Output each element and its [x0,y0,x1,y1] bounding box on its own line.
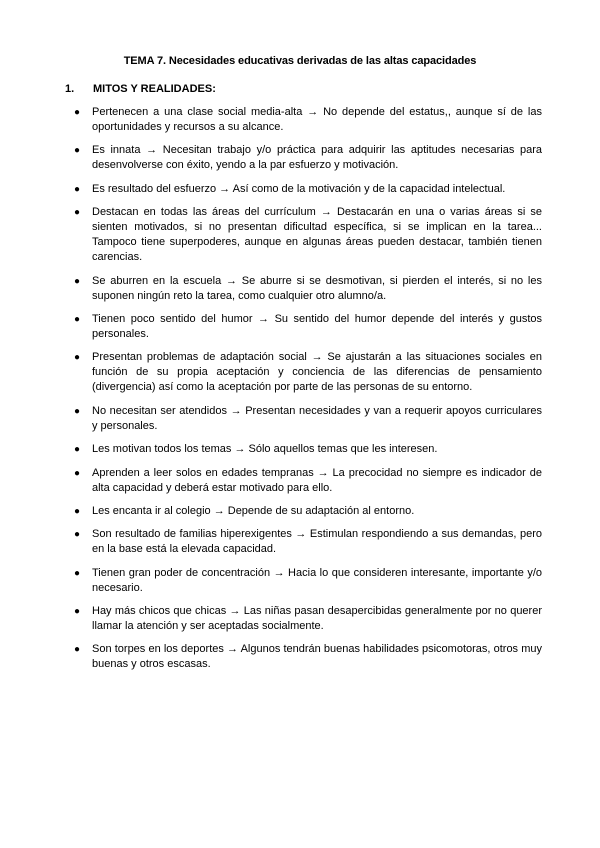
section-heading [65,83,216,95]
bullet-icon: ● [74,529,81,541]
bullet-icon: ● [74,352,81,364]
document-title: TEMA 7. Necesidades educativas derivadas de las altas capacidades [123,55,477,67]
list-item-text: No necesitan ser atendidos → Presentan necesidades y van a requerir apoyos curriculares y personales. [92,404,542,432]
list-item [72,105,542,135]
list-item-text: Son torpes en los deportes → Algunos tendrán buenas habilidades psicomotoras, otros muy buenas y otros escasas. [92,643,542,671]
list-item [72,274,542,304]
list-item [72,442,542,457]
list-item-text: Es innata → Necesitan trabajo y/o práctica para adquirir las aptitudes necesarias para desenvolverse con éxito, yendo a la par esfuerzo y motivación. [92,144,542,172]
bullet-icon: ● [74,107,81,118]
bullet-icon: ● [74,644,81,656]
list-item [72,143,542,173]
list-item [72,642,542,672]
list-item-text: Se aburren en la escuela → Se aburre si se desmotivan, si pierden el interés, si no les suponen ningún reto la tarea, como cualquier otro alumno/a. [92,274,542,302]
list-item [72,504,542,519]
list-item-text: Hay más chicos que chicas → Las niñas pasan desapercibidas generalmente por no querer llamar la atención y ser aceptadas socialmente. [92,605,542,633]
bullet-icon: ● [74,405,81,417]
list-item-text: Les encanta ir al colegio → Depende de su adaptación al entorno. [92,504,415,517]
list-item-text: Presentan problemas de adaptación social → Se ajustarán a las situaciones sociales en función de su propia aceptación y conciencia de las diferencias de pensamiento (divergencia) así como la aceptación por parte de las personas de su entorno. [92,351,542,394]
bullet-icon: ● [74,505,81,517]
list-item-text: Tienen gran poder de concentración → Hacia lo que consideren interesante, importante y/o necesario. [92,566,542,594]
list-item-text: Es resultado del esfuerzo → Así como de la motivación y de la capacidad intelectual. [92,182,506,195]
bullet-icon: ● [74,183,81,195]
list-item [72,527,542,557]
list-item [72,604,542,634]
section-number: 1. [65,83,75,95]
list-item-text: Pertenecen a una clase social media-alta → No depende del estatus,, aunque sí de las oportunidades y recursos a su alcance. [92,106,542,133]
bullet-icon: ● [74,567,81,579]
list-item-text: Son resultado de familias hiperexigentes → Estimulan respondiendo a sus demandas, pero en la base está la elevada capacidad. [92,528,542,556]
myths-list [72,105,542,681]
list-item [72,350,542,395]
list-item [72,312,542,342]
list-item [72,566,542,596]
bullet-icon: ● [74,207,81,219]
bullet-icon: ● [74,313,81,325]
list-item [72,182,542,197]
section-title: MITOS Y REALIDADES: [93,83,216,95]
list-item [72,205,542,265]
list-item-text: Aprenden a leer solos en edades tempranas → La precocidad no siempre es indicador de alta capacidad y deberá estar motivado para ello. [92,466,542,494]
list-item-text: Tienen poco sentido del humor → Su sentido del humor depende del interés y gustos personales. [92,312,542,340]
list-item [72,466,542,496]
bullet-icon: ● [74,444,81,456]
bullet-icon: ● [74,467,81,479]
bullet-icon: ● [74,275,81,287]
bullet-icon: ● [74,606,81,618]
list-item-text: Destacan en todas las áreas del currículum → Destacarán en una o varias áreas si se sienten motivados, si no presentan dificultad específica, si se implican en la tarea... Tampoco tiene superpoderes, aunque en algunas áreas pueden destacar, también tienen carencias. [92,206,542,264]
bullet-icon: ● [74,145,81,157]
list-item-text: Les motivan todos los temas → Sólo aquellos temas que les interesen. [92,443,438,456]
list-item [72,404,542,434]
